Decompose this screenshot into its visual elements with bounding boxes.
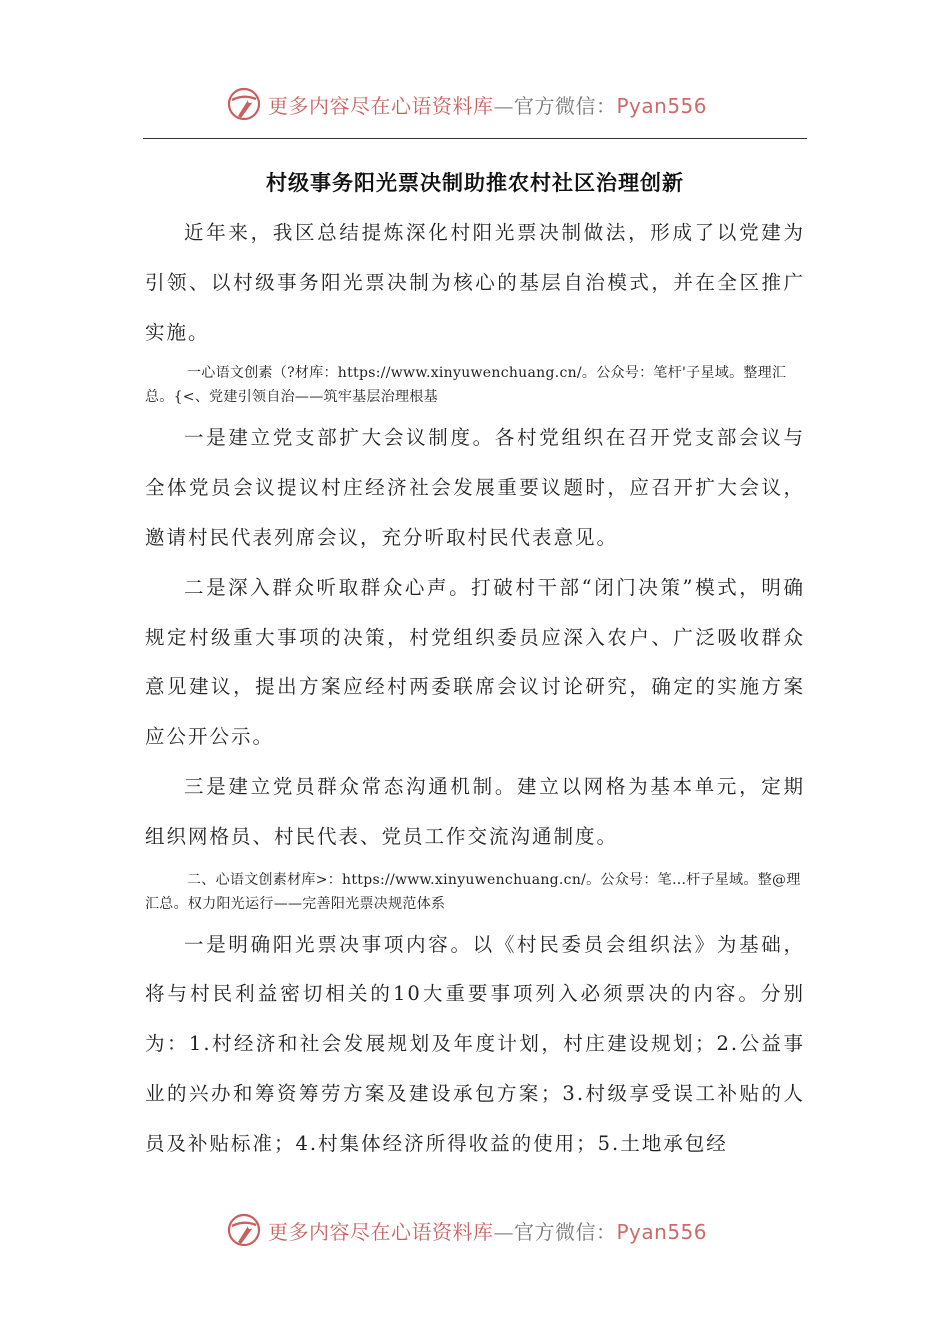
header-banner xyxy=(226,84,726,124)
section-heading-2: 二、心语文创素材库>：https://www.xinyuwenchuang.cn/。公众号：笔…杆子星域。整@理汇总。权力阳光运行——完善阳光票决规范体系 xyxy=(145,871,801,912)
paragraph-4: 一是明确阳光票决事项内容。以《村民委员会组织法》为基础，将与村民利益密切相关的10大重要事项列入必须票决的内容。分别为：1.村经济和社会发展规划及年度计划，村庄建设规划；2.公益事业的兴办和筹资筹劳方案及建设承包方案；3.村级享受误工补贴的人员及补贴标准；4.村集体经济所得收益的使用；5.土地承包经 xyxy=(145,932,805,1155)
banner-separator: — xyxy=(493,93,514,118)
banner-text xyxy=(268,90,707,119)
banner-label: 官方微信： xyxy=(514,93,617,118)
banner-main: 更多内容尽在心语资料库 xyxy=(268,93,494,118)
banner-text xyxy=(268,1216,707,1245)
banner-wechat-id: Pyan556 xyxy=(616,1219,708,1244)
header-divider xyxy=(143,138,807,139)
paragraph-2: 二是深入群众听取群众心声。打破村干部“闭门决策”模式，明确规定村级重大事项的决策，村党组织委员应深入农户、广泛吸收群众意见建议，提出方案应经村两委联席会议讨论研究，确定的实施方案应公开公示。 xyxy=(145,575,805,749)
document-body xyxy=(145,208,805,1169)
paragraph-1: 一是建立党支部扩大会议制度。各村党组织在召开党支部会议与全体党员会议提议村庄经济社会发展重要议题时，应召开扩大会议，邀请村民代表列席会议，充分听取村民代表意见。 xyxy=(145,426,805,549)
pen-nib-icon xyxy=(226,86,262,122)
banner-separator: — xyxy=(493,1219,514,1244)
pen-nib-icon xyxy=(226,1212,262,1248)
footer-banner xyxy=(226,1210,726,1250)
document-title: 村级事务阳光票决制助推农村社区治理创新 xyxy=(266,171,684,195)
intro-paragraph: 近年来，我区总结提炼深化村阳光票决制做法，形成了以党建为引领、以村级事务阳光票决制为核心的基层自治模式，并在全区推广实施。 xyxy=(145,221,805,344)
section-heading-1: 一心语文创素（?材库：https://www.xinyuwenchuang.cn/。公众号：笔杆'子星域。整理汇总。{<、党建引领自治——筑牢基层治理根基 xyxy=(145,365,787,406)
banner-main: 更多内容尽在心语资料库 xyxy=(268,1219,494,1244)
paragraph-3: 三是建立党员群众常态沟通机制。建立以网格为基本单元，定期组织网格员、村民代表、党员工作交流沟通制度。 xyxy=(145,774,805,848)
banner-label: 官方微信： xyxy=(514,1219,617,1244)
banner-wechat-id: Pyan556 xyxy=(616,93,708,118)
